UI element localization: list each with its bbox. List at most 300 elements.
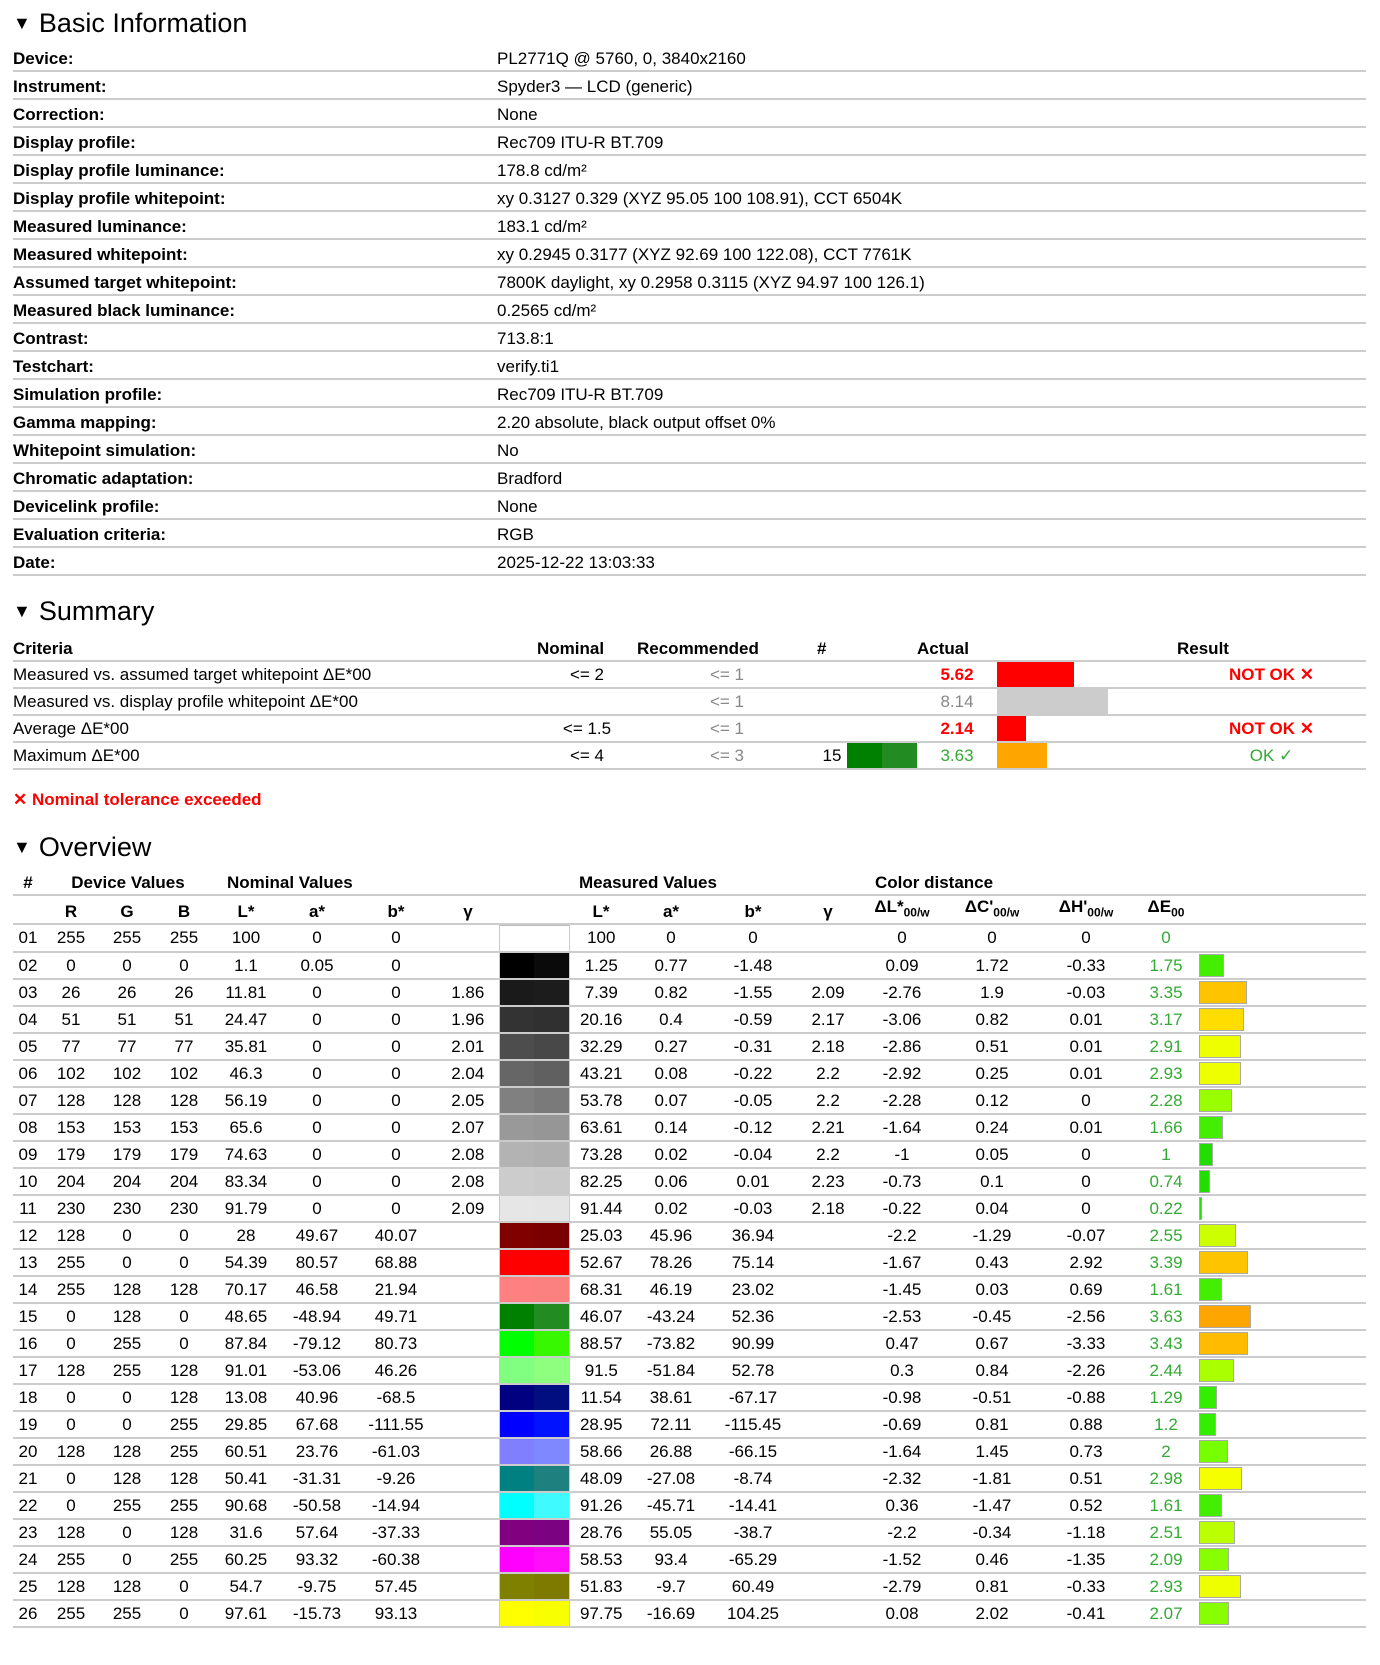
delta-e-bar-cell xyxy=(1199,1330,1366,1357)
delta-c: 0.12 xyxy=(945,1087,1039,1114)
delta-e-bar-cell xyxy=(1199,1357,1366,1384)
delta-c: 0.03 xyxy=(945,1276,1039,1303)
dev-r: 128 xyxy=(43,1357,99,1384)
delta-e-bar-cell xyxy=(1199,1276,1366,1303)
delta-c: 0.82 xyxy=(945,1006,1039,1033)
meas-b: -67.17 xyxy=(709,1384,797,1411)
meas-a: 38.61 xyxy=(633,1384,709,1411)
nom-gamma: 2.04 xyxy=(437,1060,499,1087)
color-swatch xyxy=(499,1573,569,1600)
nominal-swatch xyxy=(500,1034,535,1059)
num: 02 xyxy=(13,952,43,979)
num: 07 xyxy=(13,1087,43,1114)
nom-l: 1.1 xyxy=(213,952,279,979)
col-swatch xyxy=(847,634,917,661)
meas-b: -0.31 xyxy=(709,1033,797,1060)
delta-e: 2.44 xyxy=(1133,1357,1199,1384)
delta-h: 0.01 xyxy=(1039,1060,1133,1087)
swatch-cell xyxy=(847,715,917,742)
nominal-swatch xyxy=(500,1466,535,1491)
delta-e-bar-cell xyxy=(1199,1411,1366,1438)
delta-h: 0 xyxy=(1039,1168,1133,1195)
delta-c: 1.45 xyxy=(945,1438,1039,1465)
summary-row xyxy=(13,661,1366,688)
overview-row xyxy=(13,1114,1366,1141)
meas-b: -65.29 xyxy=(709,1546,797,1573)
nom-a: -53.06 xyxy=(279,1357,355,1384)
basic-info-table xyxy=(13,46,1366,576)
overview-row xyxy=(13,1411,1366,1438)
info-value: Spyder3 — LCD (generic) xyxy=(497,71,1366,99)
delta-l: -1.64 xyxy=(859,1114,945,1141)
meas-gamma xyxy=(797,1438,859,1465)
num: 26 xyxy=(13,1600,43,1627)
color-swatch xyxy=(499,1141,569,1168)
delta-e: 1.61 xyxy=(1133,1276,1199,1303)
color-swatch xyxy=(499,1330,569,1357)
delta-e-bar-cell xyxy=(1199,1141,1366,1168)
delta-e-bar xyxy=(1199,1359,1234,1382)
color-swatch xyxy=(499,1114,569,1141)
info-value: xy 0.2945 0.3177 (XYZ 92.69 100 122.08), CCT 7761K xyxy=(497,239,1366,267)
measured-swatch xyxy=(534,1601,569,1626)
meas-b: -8.74 xyxy=(709,1465,797,1492)
nom-b: 0 xyxy=(355,952,437,979)
delta-h: 0 xyxy=(1039,1195,1133,1222)
delta-e-bar xyxy=(1199,1413,1216,1436)
meas-l: 88.57 xyxy=(569,1330,633,1357)
col-result: Result xyxy=(1177,634,1366,661)
delta-e-bar xyxy=(1199,1386,1217,1409)
nom-a: -50.58 xyxy=(279,1492,355,1519)
meas-gamma: 2.23 xyxy=(797,1168,859,1195)
info-key: Date: xyxy=(13,547,497,575)
meas-b: 52.36 xyxy=(709,1303,797,1330)
meas-a: 93.4 xyxy=(633,1546,709,1573)
hdr-swatch xyxy=(499,895,569,924)
meas-b: -0.05 xyxy=(709,1087,797,1114)
meas-l: 51.83 xyxy=(569,1573,633,1600)
delta-c: 0.25 xyxy=(945,1060,1039,1087)
dev-b: 128 xyxy=(155,1276,213,1303)
delta-e-bar xyxy=(1199,1548,1229,1571)
delta-l: -0.73 xyxy=(859,1168,945,1195)
hdr-nom-l: L* xyxy=(213,895,279,924)
info-key: Contrast: xyxy=(13,323,497,351)
delta-e: 2.93 xyxy=(1133,1573,1199,1600)
nom-b: 0 xyxy=(355,924,437,952)
meas-l: 25.03 xyxy=(569,1222,633,1249)
group-distance: Color distance xyxy=(859,870,1199,895)
delta-e: 1.75 xyxy=(1133,952,1199,979)
delta-h: 0.01 xyxy=(1039,1006,1133,1033)
dev-g: 153 xyxy=(99,1114,155,1141)
delta-e: 2 xyxy=(1133,1438,1199,1465)
nom-l: 70.17 xyxy=(213,1276,279,1303)
color-swatch xyxy=(499,1222,569,1249)
meas-a: -43.24 xyxy=(633,1303,709,1330)
delta-e-bar xyxy=(1199,954,1224,977)
meas-gamma xyxy=(797,1492,859,1519)
dev-r: 255 xyxy=(43,1546,99,1573)
hdr-blank xyxy=(13,895,43,924)
meas-l: 32.29 xyxy=(569,1033,633,1060)
delta-e: 1.61 xyxy=(1133,1492,1199,1519)
meas-b: -0.12 xyxy=(709,1114,797,1141)
nom-gamma xyxy=(437,1222,499,1249)
info-row xyxy=(13,463,1366,491)
overview-row xyxy=(13,1303,1366,1330)
meas-a: 0.02 xyxy=(633,1141,709,1168)
delta-l: -2.76 xyxy=(859,979,945,1006)
delta-e-bar-cell xyxy=(1199,1168,1366,1195)
nom-l: 35.81 xyxy=(213,1033,279,1060)
dev-b: 0 xyxy=(155,1600,213,1627)
meas-b: 60.49 xyxy=(709,1573,797,1600)
dev-r: 255 xyxy=(43,1600,99,1627)
info-value: PL2771Q @ 5760, 0, 3840x2160 xyxy=(497,46,1366,71)
overview-table xyxy=(13,870,1366,1628)
meas-l: 68.31 xyxy=(569,1276,633,1303)
info-value: 713.8:1 xyxy=(497,323,1366,351)
hdr-nom-gamma: γ xyxy=(437,895,499,924)
meas-gamma: 2.2 xyxy=(797,1087,859,1114)
meas-gamma xyxy=(797,1519,859,1546)
nominal-swatch xyxy=(500,1250,535,1275)
delta-e-bar-cell xyxy=(1199,979,1366,1006)
overview-row xyxy=(13,1276,1366,1303)
delta-c: -0.45 xyxy=(945,1303,1039,1330)
meas-gamma xyxy=(797,1573,859,1600)
measured-swatch xyxy=(534,1385,569,1410)
color-swatch xyxy=(499,952,569,979)
meas-a: 0.06 xyxy=(633,1168,709,1195)
dev-r: 0 xyxy=(43,1465,99,1492)
nom-b: 0 xyxy=(355,979,437,1006)
meas-b: 75.14 xyxy=(709,1249,797,1276)
delta-l: 0 xyxy=(859,924,945,952)
nom-l: 46.3 xyxy=(213,1060,279,1087)
nom-a: 0 xyxy=(279,1168,355,1195)
dev-g: 128 xyxy=(99,1438,155,1465)
nom-a: 0 xyxy=(279,979,355,1006)
col-num: # xyxy=(817,634,847,661)
overview-row xyxy=(13,1357,1366,1384)
delta-l: 0.36 xyxy=(859,1492,945,1519)
nom-b: 46.26 xyxy=(355,1357,437,1384)
overview-row xyxy=(13,924,1366,952)
dev-g: 102 xyxy=(99,1060,155,1087)
meas-gamma: 2.18 xyxy=(797,1033,859,1060)
delta-c: 1.9 xyxy=(945,979,1039,1006)
actual-bar xyxy=(997,716,1026,741)
meas-a: -73.82 xyxy=(633,1330,709,1357)
dev-r: 128 xyxy=(43,1438,99,1465)
meas-b: 90.99 xyxy=(709,1330,797,1357)
dev-g: 255 xyxy=(99,1357,155,1384)
nominal-swatch xyxy=(500,1277,535,1302)
nom-b: 0 xyxy=(355,1060,437,1087)
nom-a: 40.96 xyxy=(279,1384,355,1411)
dev-b: 255 xyxy=(155,1438,213,1465)
meas-gamma xyxy=(797,1276,859,1303)
meas-b: -0.59 xyxy=(709,1006,797,1033)
color-swatch xyxy=(499,1465,569,1492)
num: 24 xyxy=(13,1546,43,1573)
delta-h: 0.52 xyxy=(1039,1492,1133,1519)
nom-l: 91.01 xyxy=(213,1357,279,1384)
meas-a: -9.7 xyxy=(633,1573,709,1600)
delta-e-bar xyxy=(1199,1170,1210,1193)
col-recommended: Recommended xyxy=(637,634,817,661)
meas-l: 63.61 xyxy=(569,1114,633,1141)
meas-a: 0.4 xyxy=(633,1006,709,1033)
dev-b: 0 xyxy=(155,1303,213,1330)
info-row xyxy=(13,323,1366,351)
nominal: <= 4 xyxy=(537,742,637,769)
meas-a: 0.27 xyxy=(633,1033,709,1060)
color-swatch xyxy=(499,1384,569,1411)
delta-e: 3.39 xyxy=(1133,1249,1199,1276)
dev-b: 255 xyxy=(155,1546,213,1573)
dev-b: 0 xyxy=(155,1222,213,1249)
meas-gamma xyxy=(797,1249,859,1276)
overview-row xyxy=(13,1546,1366,1573)
info-row xyxy=(13,491,1366,519)
dev-g: 179 xyxy=(99,1141,155,1168)
delta-l: -2.2 xyxy=(859,1519,945,1546)
section-header-overview[interactable] xyxy=(13,824,1366,870)
delta-h: -0.88 xyxy=(1039,1384,1133,1411)
meas-gamma: 2.21 xyxy=(797,1114,859,1141)
delta-e-bar xyxy=(1199,1521,1235,1544)
info-key: Measured black luminance: xyxy=(13,295,497,323)
delta-l: -2.53 xyxy=(859,1303,945,1330)
nom-b: 80.73 xyxy=(355,1330,437,1357)
meas-a: -45.71 xyxy=(633,1492,709,1519)
measured-swatch xyxy=(534,1277,569,1302)
actual-bar xyxy=(997,689,1108,714)
delta-l: -2.79 xyxy=(859,1573,945,1600)
delta-c: 0 xyxy=(945,924,1039,952)
delta-e-bar xyxy=(1199,1197,1202,1220)
num: 23 xyxy=(13,1519,43,1546)
meas-gamma xyxy=(797,924,859,952)
nom-l: 11.81 xyxy=(213,979,279,1006)
nominal-swatch xyxy=(500,1493,535,1518)
overview-row xyxy=(13,1222,1366,1249)
measured-swatch xyxy=(534,1007,569,1032)
meas-a: 0.82 xyxy=(633,979,709,1006)
actual: 3.63 xyxy=(917,742,997,769)
dev-r: 128 xyxy=(43,1222,99,1249)
section-header-basic[interactable] xyxy=(13,0,1366,46)
dev-b: 0 xyxy=(155,1249,213,1276)
dev-r: 204 xyxy=(43,1168,99,1195)
dev-r: 77 xyxy=(43,1033,99,1060)
delta-h: -0.33 xyxy=(1039,952,1133,979)
nominal-swatch xyxy=(500,1331,535,1356)
nom-gamma xyxy=(437,1276,499,1303)
dev-g: 77 xyxy=(99,1033,155,1060)
dev-b: 255 xyxy=(155,1411,213,1438)
info-value: 178.8 cd/m² xyxy=(497,155,1366,183)
delta-l: -1.67 xyxy=(859,1249,945,1276)
dev-r: 102 xyxy=(43,1060,99,1087)
delta-e: 3.43 xyxy=(1133,1330,1199,1357)
nominal-swatch xyxy=(500,1385,535,1410)
delta-e-bar-cell xyxy=(1199,1600,1366,1627)
overview-row xyxy=(13,1141,1366,1168)
dev-g: 0 xyxy=(99,1249,155,1276)
section-header-summary[interactable] xyxy=(13,588,1366,634)
meas-b: 0.01 xyxy=(709,1168,797,1195)
delta-c: 1.72 xyxy=(945,952,1039,979)
meas-a: 72.11 xyxy=(633,1411,709,1438)
nom-a: 0 xyxy=(279,1195,355,1222)
dev-g: 255 xyxy=(99,924,155,952)
result: NOT OK ✕ xyxy=(1177,715,1366,742)
nom-l: 83.34 xyxy=(213,1168,279,1195)
nom-b: 0 xyxy=(355,1114,437,1141)
recommended: <= 1 xyxy=(637,688,817,715)
info-key: Device: xyxy=(13,46,497,71)
measured-swatch xyxy=(534,1412,569,1437)
overview-row xyxy=(13,1573,1366,1600)
meas-gamma xyxy=(797,1357,859,1384)
nom-b: -111.55 xyxy=(355,1411,437,1438)
meas-gamma: 2.2 xyxy=(797,1141,859,1168)
triangle-down-icon: ▼ xyxy=(13,601,31,621)
recommended: <= 3 xyxy=(637,742,817,769)
nom-l: 97.61 xyxy=(213,1600,279,1627)
delta-h: -3.33 xyxy=(1039,1330,1133,1357)
meas-a: 46.19 xyxy=(633,1276,709,1303)
delta-e: 0.22 xyxy=(1133,1195,1199,1222)
nominal-swatch xyxy=(500,1196,535,1221)
tolerance-note: ✕ Nominal tolerance exceeded xyxy=(13,790,262,809)
info-key: Instrument: xyxy=(13,71,497,99)
nominal-swatch xyxy=(500,1115,535,1140)
delta-e-bar-cell xyxy=(1199,1249,1366,1276)
nom-b: 93.13 xyxy=(355,1600,437,1627)
info-row xyxy=(13,547,1366,575)
nom-b: -61.03 xyxy=(355,1438,437,1465)
delta-e: 2.28 xyxy=(1133,1087,1199,1114)
info-row xyxy=(13,239,1366,267)
actual-bar-cell xyxy=(997,661,1177,688)
nom-l: 90.68 xyxy=(213,1492,279,1519)
info-key: Display profile: xyxy=(13,127,497,155)
meas-l: 82.25 xyxy=(569,1168,633,1195)
swatch-cell xyxy=(847,688,917,715)
nom-gamma xyxy=(437,1465,499,1492)
nominal-swatch xyxy=(500,980,535,1005)
result: OK ✓ xyxy=(1177,742,1366,769)
dev-r: 51 xyxy=(43,1006,99,1033)
info-row xyxy=(13,435,1366,463)
nom-a: 0 xyxy=(279,1141,355,1168)
nom-a: 0 xyxy=(279,1060,355,1087)
delta-h: -2.56 xyxy=(1039,1303,1133,1330)
hdr-de: $\Delta E_{00}$ xyxy=(1133,895,1199,924)
hdr-g: G xyxy=(99,895,155,924)
group-device: Device Values xyxy=(43,870,213,895)
delta-e-bar xyxy=(1199,1116,1223,1139)
nom-l: 91.79 xyxy=(213,1195,279,1222)
overview-row xyxy=(13,1465,1366,1492)
num: 10 xyxy=(13,1168,43,1195)
meas-a: 78.26 xyxy=(633,1249,709,1276)
info-value: Rec709 ITU-R BT.709 xyxy=(497,127,1366,155)
nominal-swatch xyxy=(500,1142,535,1167)
delta-h: -0.33 xyxy=(1039,1573,1133,1600)
meas-b: -38.7 xyxy=(709,1519,797,1546)
count xyxy=(817,715,847,742)
meas-l: 58.66 xyxy=(569,1438,633,1465)
nom-l: 60.25 xyxy=(213,1546,279,1573)
meas-l: 20.16 xyxy=(569,1006,633,1033)
delta-e-bar-cell xyxy=(1199,1384,1366,1411)
nom-gamma: 2.08 xyxy=(437,1141,499,1168)
delta-e: 2.51 xyxy=(1133,1519,1199,1546)
info-row xyxy=(13,71,1366,99)
delta-e-bar-cell xyxy=(1199,1303,1366,1330)
nom-gamma xyxy=(437,1573,499,1600)
measured-swatch xyxy=(534,1196,569,1221)
criteria: Maximum ΔE*00 xyxy=(13,742,537,769)
nom-a: 0.05 xyxy=(279,952,355,979)
dev-g: 128 xyxy=(99,1303,155,1330)
dev-r: 26 xyxy=(43,979,99,1006)
group-num: # xyxy=(13,870,43,895)
delta-l: -2.32 xyxy=(859,1465,945,1492)
meas-b: -14.41 xyxy=(709,1492,797,1519)
nom-b: 21.94 xyxy=(355,1276,437,1303)
delta-c: -1.81 xyxy=(945,1465,1039,1492)
delta-e-bar xyxy=(1199,1008,1244,1031)
nominal-swatch xyxy=(500,1223,535,1248)
nom-l: 54.7 xyxy=(213,1573,279,1600)
meas-gamma: 2.17 xyxy=(797,1006,859,1033)
delta-e-bar xyxy=(1199,1467,1242,1490)
dev-b: 0 xyxy=(155,1573,213,1600)
section-title: Overview xyxy=(38,832,152,862)
nom-gamma: 2.09 xyxy=(437,1195,499,1222)
measured-swatch xyxy=(534,1439,569,1464)
measured-swatch xyxy=(534,1466,569,1491)
nom-b: -60.38 xyxy=(355,1546,437,1573)
meas-gamma xyxy=(797,952,859,979)
nom-b: 0 xyxy=(355,1195,437,1222)
info-key: Gamma mapping: xyxy=(13,407,497,435)
delta-c: 0.46 xyxy=(945,1546,1039,1573)
num: 11 xyxy=(13,1195,43,1222)
nom-b: 0 xyxy=(355,1141,437,1168)
nom-a: -48.94 xyxy=(279,1303,355,1330)
measured-swatch xyxy=(534,1358,569,1383)
dev-r: 0 xyxy=(43,1492,99,1519)
color-swatch xyxy=(499,1249,569,1276)
delta-l: -2.92 xyxy=(859,1060,945,1087)
nom-b: -14.94 xyxy=(355,1492,437,1519)
delta-c: -0.34 xyxy=(945,1519,1039,1546)
delta-e: 2.07 xyxy=(1133,1600,1199,1627)
measured-swatch xyxy=(534,953,569,978)
color-swatch xyxy=(499,1438,569,1465)
info-row xyxy=(13,46,1366,71)
nominal-swatch xyxy=(500,1412,535,1437)
